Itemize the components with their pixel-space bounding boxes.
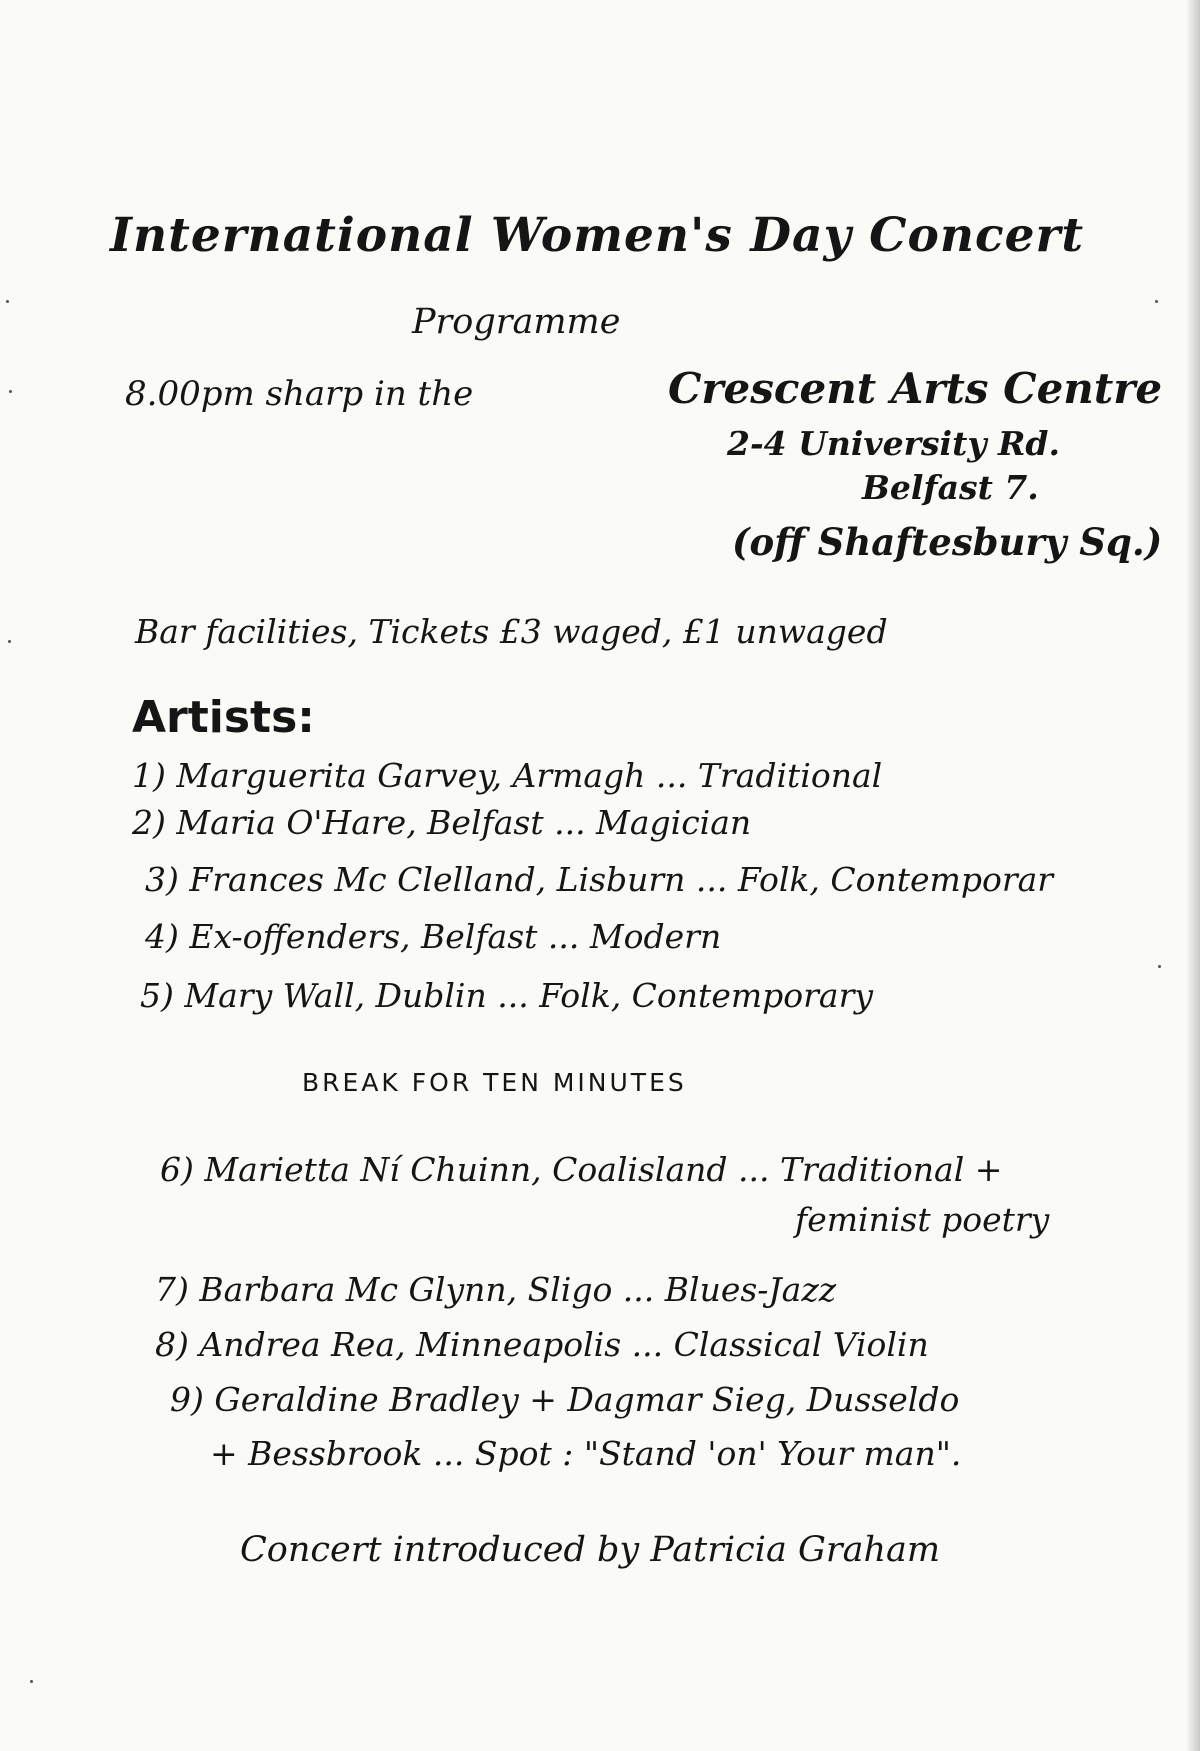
scan-speck — [8, 640, 11, 643]
artist-entry: 6) Marietta Ní Chuinn, Coalisland ... Traditional + — [160, 1150, 1003, 1189]
artist-entry: 4) Ex-offenders, Belfast ... Modern — [145, 917, 722, 956]
artist-entry: 3) Frances Mc Clelland, Lisburn ... Folk, Contemporar — [145, 860, 1054, 899]
scan-speck — [30, 1680, 33, 1683]
bar-and-tickets: Bar facilities, Tickets £3 waged, £1 unwaged — [135, 612, 888, 651]
programme-subtitle: Programme — [412, 302, 621, 342]
concert-host-line: Concert introduced by Patricia Graham — [240, 1530, 941, 1570]
artist-entry: 5) Mary Wall, Dublin ... Folk, Contemporary — [140, 976, 873, 1015]
artists-heading: Artists: — [132, 692, 315, 743]
page-title: International Women's Day Concert — [110, 208, 1085, 263]
artist-entry: 8) Andrea Rea, Minneapolis ... Classical Violin — [155, 1325, 929, 1364]
artist-entry-continuation: + Bessbrook ... Spot : "Stand 'on' Your man". — [210, 1434, 962, 1473]
venue-address-line2: Belfast 7. — [862, 468, 1039, 507]
venue-address-line3: (off Shaftesbury Sq.) — [732, 520, 1163, 564]
scan-speck — [1155, 300, 1158, 303]
artist-entry: 1) Marguerita Garvey, Armagh ... Traditional — [132, 756, 883, 795]
start-time: 8.00pm sharp in the — [125, 374, 474, 414]
scan-speck — [1158, 965, 1161, 968]
artist-entry-continuation: feminist poetry — [795, 1200, 1050, 1239]
scan-speck — [6, 300, 9, 303]
break-notice: BREAK FOR TEN MINUTES — [302, 1068, 687, 1097]
scan-edge-shadow — [1186, 0, 1200, 1751]
artist-entry: 9) Geraldine Bradley + Dagmar Sieg, Dusseldo — [170, 1380, 960, 1419]
venue-address-line1: 2-4 University Rd. — [727, 424, 1060, 463]
artist-entry: 7) Barbara Mc Glynn, Sligo ... Blues-Jazz — [155, 1270, 837, 1309]
venue-name: Crescent Arts Centre — [668, 364, 1163, 413]
artist-entry: 2) Maria O'Hare, Belfast ... Magician — [132, 803, 752, 842]
scan-speck — [9, 390, 12, 393]
